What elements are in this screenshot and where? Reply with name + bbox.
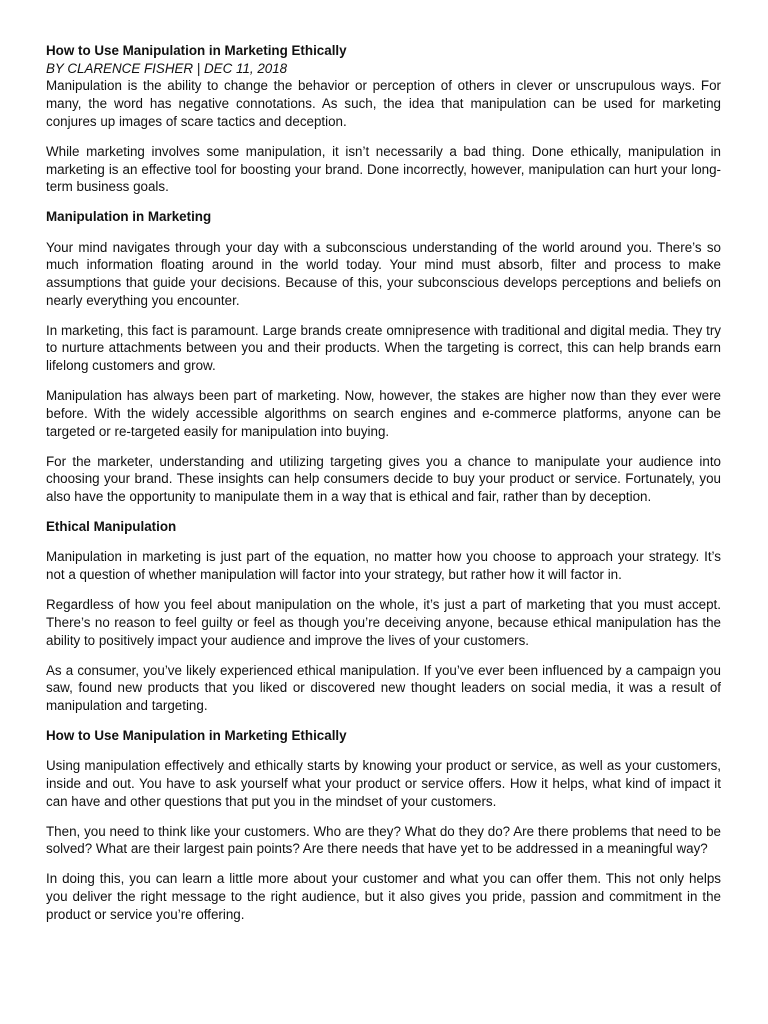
section-heading: How to Use Manipulation in Marketing Ethically: [46, 728, 347, 744]
paragraph: Using manipulation effectively and ethically starts by knowing your product or service, as well as your customers, inside and out. You have to ask yourself what your product or service offers. How it helps, what kind of impact it can have and other questions that put you in the mindset of your customers.: [46, 758, 721, 809]
section-heading: Manipulation in Marketing: [46, 209, 212, 225]
paragraph: Regardless of how you feel about manipulation on the whole, it’s just a part of marketing that you must accept. There’s no reason to feel guilty or feel as though you’re deceiving anyone, because ethical manipulation has the ability to positively impact your audience and improve the lives of your customers.: [46, 597, 721, 648]
article-byline: BY CLARENCE FISHER | DEC 11, 2018: [46, 60, 288, 76]
paragraph: For the marketer, understanding and utilizing targeting gives you a chance to manipulate your audience into choosing your brand. These insights can help consumers decide to buy your product or service. Fortunately, you also have the opportunity to manipulate them in a way that is ethical and fair, rather than by deception.: [46, 453, 721, 505]
paragraph: Then, you need to think like your customers. Who are they? What do they do? Are there problems that need to be solved? What are their largest pain points? Are there needs that have yet to be addressed in a meaningful way?: [46, 823, 721, 857]
paragraph: Manipulation is the ability to change the behavior or perception of others in clever or unscrupulous ways. For many, the word has negative connotations. As such, the idea that manipulation can be used for marketing conjures up images of scare tactics and deception.: [46, 78, 721, 129]
article: [46, 42, 721, 936]
paragraph: As a consumer, you’ve likely experienced ethical manipulation. If you’ve ever been influenced by a campaign you saw, found new products that you liked or discovered new thought leaders on social media, it was a result of manipulation and targeting.: [46, 662, 721, 713]
paragraph: Your mind navigates through your day with a subconscious understanding of the world around you. There’s so much information floating around in the world today. Your mind must absorb, filter and process to make assumptions that guide your decisions. Because of this, your subconscious develops perceptions and beliefs on nearly everything you encounter.: [46, 239, 721, 308]
paragraph: In doing this, you can learn a little more about your customer and what you can offer them. This not only helps you deliver the right message to the right audience, but it also gives you pride, passion and commitment in the product or service you’re offering.: [46, 871, 721, 922]
paragraph: Manipulation has always been part of marketing. Now, however, the stakes are higher now than they ever were before. With the widely accessible algorithms on search engines and e-commerce platforms, anyone can be targeted or re-targeted easily for manipulation into buying.: [46, 388, 721, 439]
paragraph: In marketing, this fact is paramount. Large brands create omnipresence with traditional and digital media. They try to nurture attachments between you and their products. When the targeting is correct, this can help brands earn lifelong customers and grow.: [46, 322, 721, 374]
section-heading: Ethical Manipulation: [46, 519, 177, 535]
paragraph: While marketing involves some manipulation, it isn’t necessarily a bad thing. Done ethically, manipulation in marketing is an effective tool for boosting your brand. Done incorrectly, however, manipulation can hurt your long-term business goals.: [46, 143, 721, 195]
paragraph: Manipulation in marketing is just part of the equation, no matter how you choose to approach your strategy. It’s not a question of whether manipulation will factor into your strategy, but rather how it will factor in.: [46, 549, 721, 582]
article-title: How to Use Manipulation in Marketing Ethically: [46, 43, 347, 58]
